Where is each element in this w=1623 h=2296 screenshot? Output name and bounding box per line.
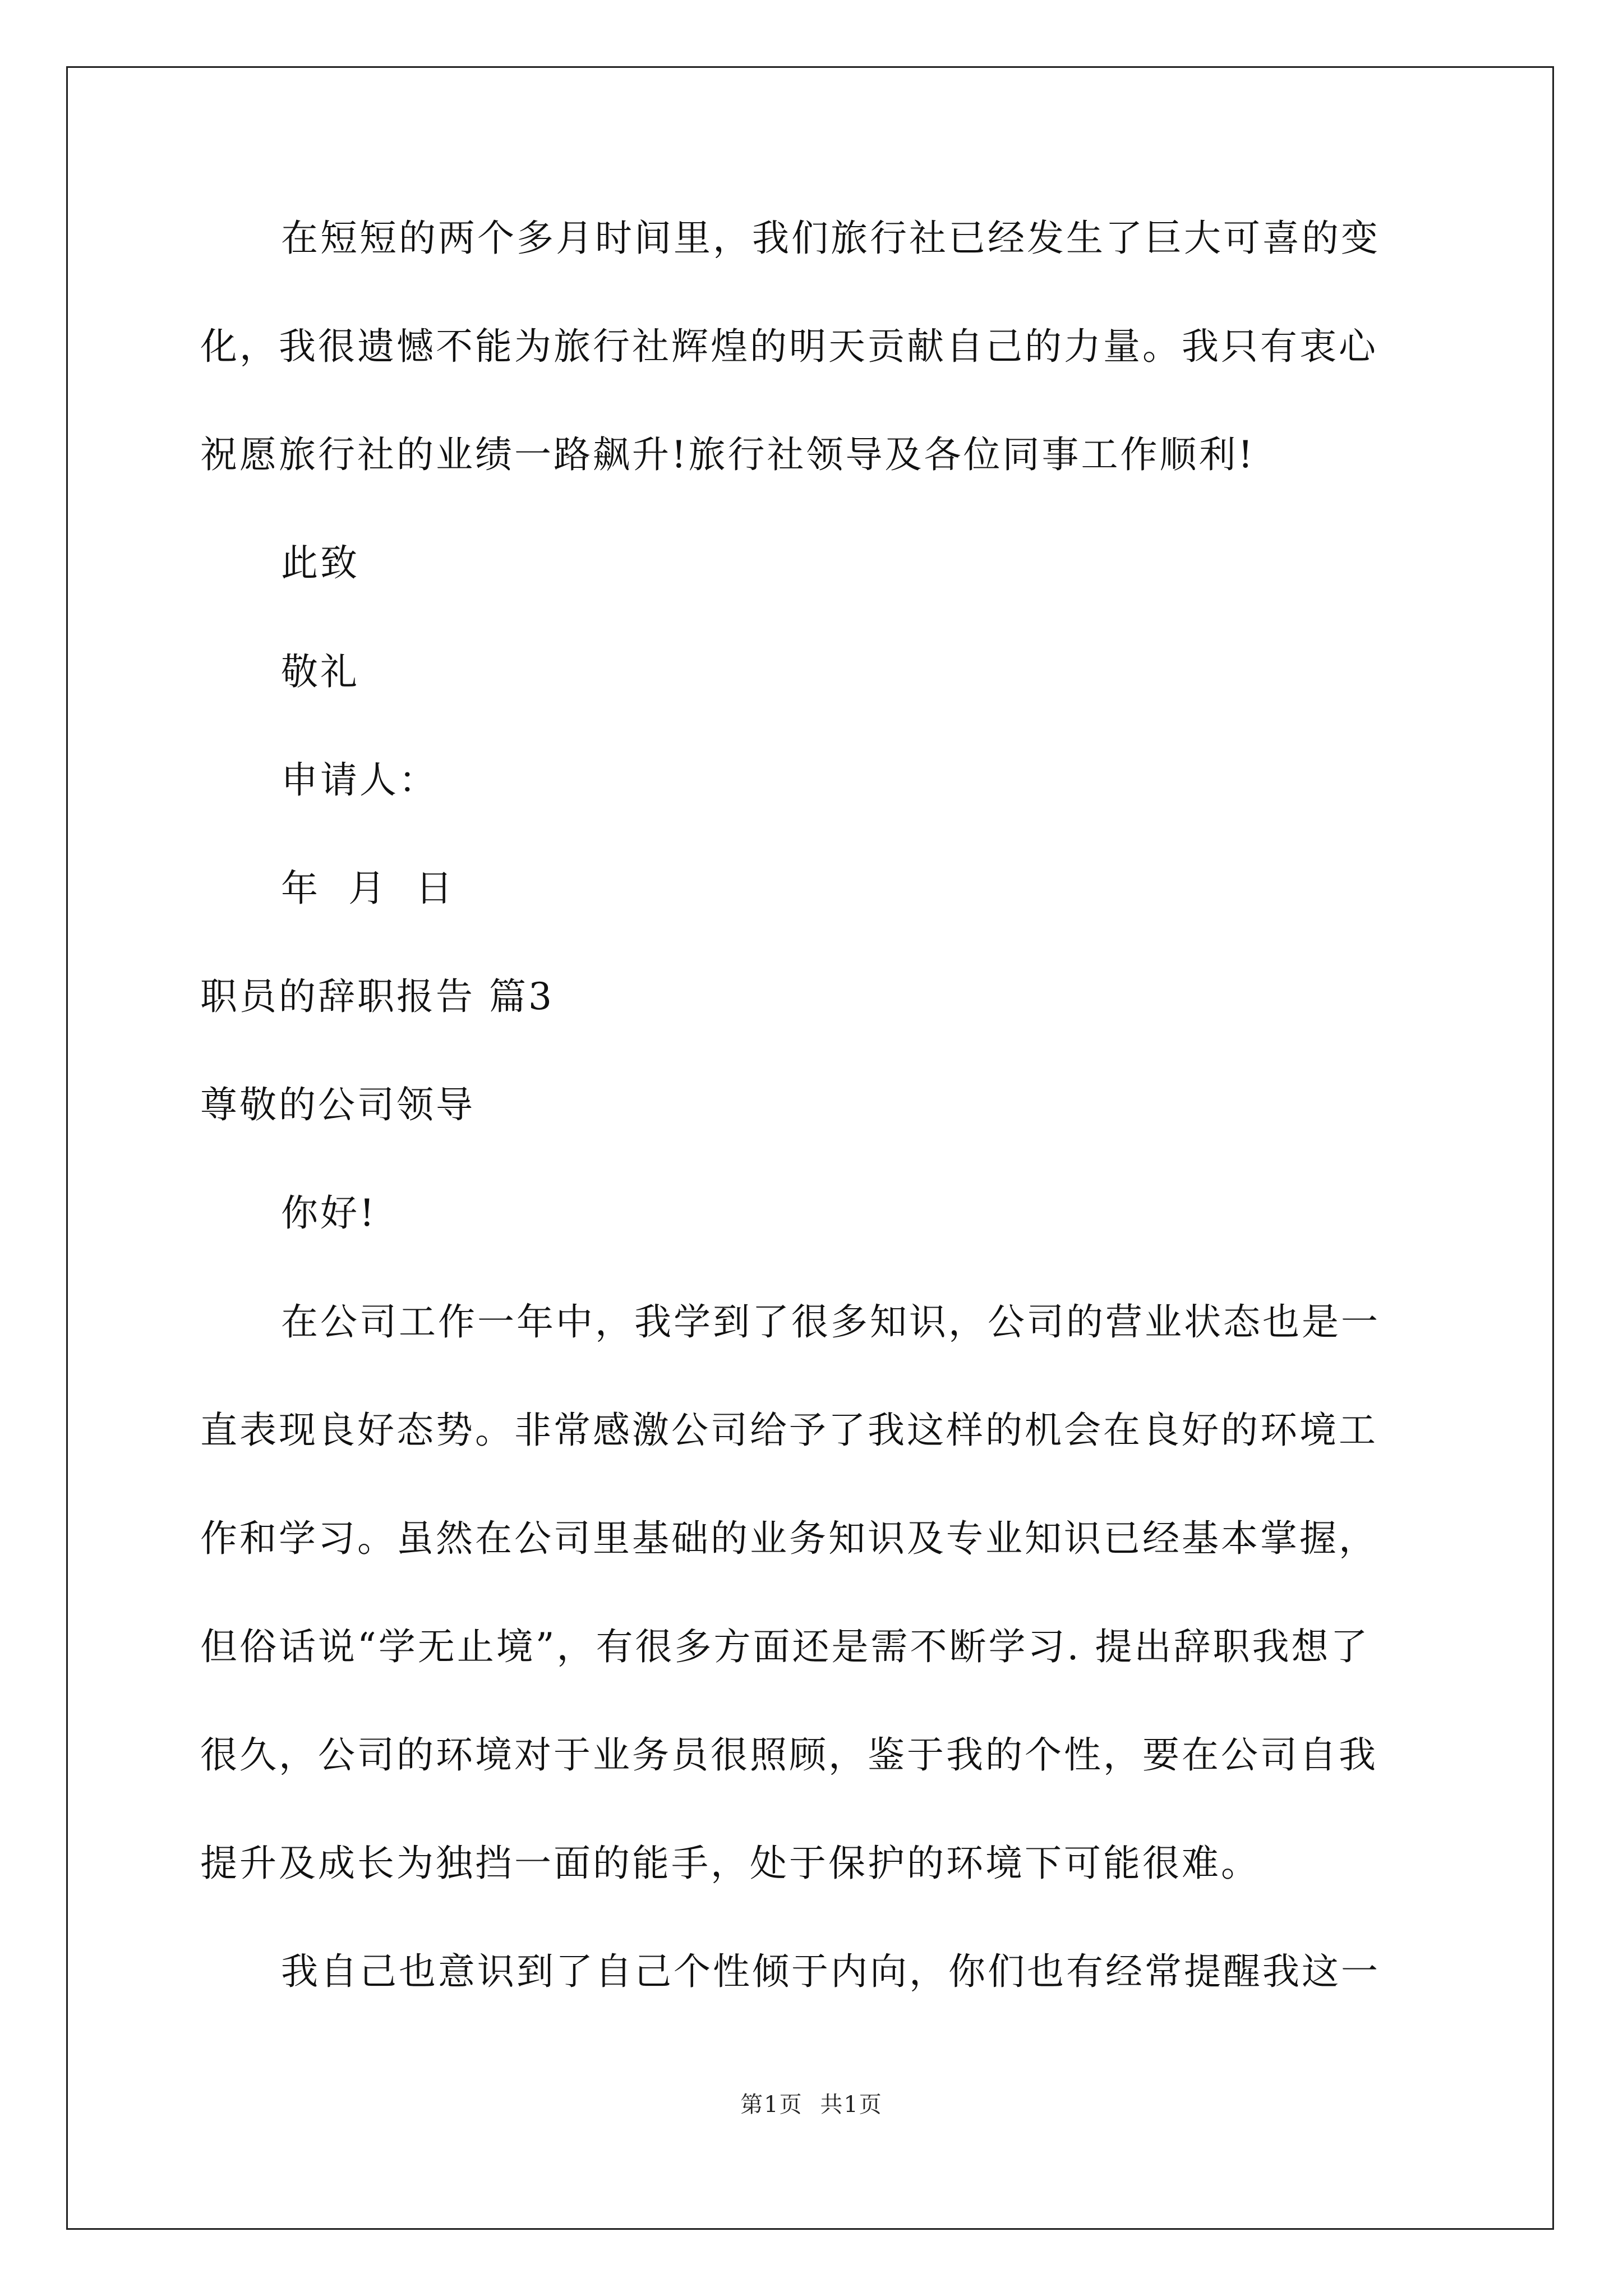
paragraph-line: 在公司工作一年中，我学到了很多知识，公司的营业状态也是一 [281, 1300, 1380, 1343]
paragraph-line: 祝愿旅行社的业绩一路飙升!旅行社领导及各位同事工作顺利! [200, 433, 1256, 476]
paragraph-line: 在短短的两个多月时间里，我们旅行社已经发生了巨大可喜的变 [281, 217, 1380, 260]
page-border [66, 66, 1554, 2230]
paragraph-line: 直表现良好态势。非常感激公司给予了我这样的机会在良好的环境工 [200, 1409, 1378, 1452]
closing-salutation: 此致 [281, 541, 359, 585]
greeting: 你好! [281, 1191, 377, 1235]
paragraph-line: 很久，公司的环境对于业务员很照顾，鉴于我的个性，要在公司自我 [200, 1733, 1378, 1777]
page-number-total: 共1页 [820, 2092, 883, 2118]
paragraph-line: 作和学习。虽然在公司里基础的业务知识及专业知识已经基本掌握， [200, 1517, 1378, 1560]
date-line: 年 月 日 [281, 867, 455, 910]
section-heading: 职员的辞职报告 篇3 [200, 975, 554, 1018]
applicant-label: 申请人： [281, 758, 438, 802]
paragraph-line: 我自己也意识到了自己个性倾于内向，你们也有经常提醒我这一 [281, 1950, 1380, 1993]
page-number-current: 第1页 [740, 2092, 803, 2118]
letter-recipient: 尊敬的公司领导 [200, 1083, 475, 1126]
page-footer [0, 2087, 1623, 2119]
closing-regards: 敬礼 [281, 650, 359, 693]
paragraph-line: 化，我很遗憾不能为旅行社辉煌的明天贡献自己的力量。我只有衷心 [200, 325, 1378, 368]
paragraph-line: 但俗话说“学无止境”，有很多方面还是需不断学习. 提出辞职我想了 [200, 1625, 1370, 1668]
paragraph-line: 提升及成长为独挡一面的能手，处于保护的环境下可能很难。 [200, 1842, 1260, 1885]
